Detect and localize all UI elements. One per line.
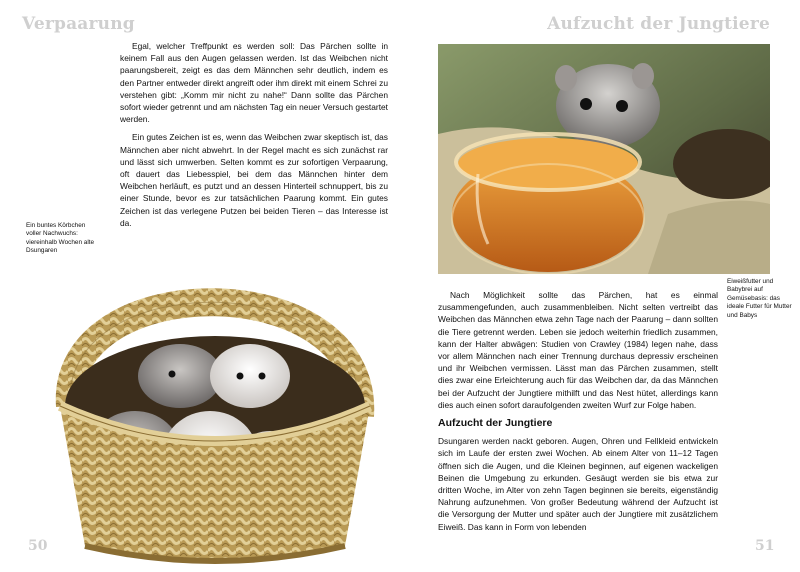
left-paragraph-1: Egal, welcher Treffpunkt es werden soll: Das Pärchen sollte in keinem Fall aus den Augen gelassen werden. Ist das Weibchen nicht paarungsbereit, zeigt es das dem Männchen sehr deutlich, indem es den Partner entweder direkt angreift oder ihm direkt mit einem Schrei zu verstehen gibt: „Komm mir nicht zu nahe!“ Dann sollte das Pärchen sofort wieder getrennt und am nächsten Tag ein neuer Versuch gestartet werden. xyxy=(120,41,389,125)
basket-photo-caption: Ein buntes Körbchen voller Nachwuchs: viereinhalb Wochen alte Dsungaren xyxy=(26,222,95,255)
left-body-text xyxy=(120,40,388,235)
hamster-basket-photo xyxy=(40,226,390,566)
left-paragraph-2: Ein gutes Zeichen ist es, wenn das Weibchen zwar skeptisch ist, das Männchen aber nicht abwehrt. In der Regel macht es sich zunächst rar und lässt sich umwerben. Selten kommt es zur sofortigen Verpaarung, oft dauert das Liebesspiel, bei dem das Männchen hinter dem Weibchen herläuft, es putzt und an dessen Hinterteil schnuppert, bis zu einer Stunde, bevor es zur tatsächlichen Paarung kommt. Ein gutes Zeichen ist das verlegene Putzen bei beiden Tieren – das Interesse ist da. xyxy=(120,132,388,228)
right-body-text xyxy=(438,289,718,539)
right-paragraph-2: Dsungaren werden nackt geboren. Augen, Ohren und Fellkleid entwickeln sich im Laufe der ersten zwei Wochen. Ab einem Alter von 11–12 Tagen öffnen sich die Augen, und die Kleinen beginnen, auf eigenen wackeligen Beinen die Umgebung zu erkunden. Gesäugt werden sie bis etwa zur dritten Woche, im Alter von zehn Tagen beginnen sie bereits, eigenständig Nahrung aufzunehmen. Von großer Bedeutung während der Aufzucht ist die Versorgung der Mutter und später auch der Jungtiere mit zusätzlichem Eiweiß. Das kann in Form von lebenden xyxy=(438,436,718,532)
section-subheading: Aufzucht der Jungtiere xyxy=(438,417,553,430)
right-running-head: Aufzucht der Jungtiere xyxy=(547,14,770,34)
feeding-photo-caption: Eiweißfutter und Babybrei auf Gemüsebasis: das ideale Futter für Mutter und Babys xyxy=(727,278,792,319)
right-page-number: 51 xyxy=(755,538,775,554)
left-page-number: 50 xyxy=(28,538,48,554)
hamster-feeding-photo xyxy=(438,44,770,274)
right-paragraph-1: Nach Möglichkeit sollte das Pärchen, hat es einmal zusammengefunden, auch zusammenbleiben. Nicht selten vertreibt das Weibchen das Männchen etwa zehn Tage nach der Paarung – dann sollten die Tiere getrennt werden. Leben sie jedoch weiterhin friedlich zusammen, kann der Halter abwägen: Studien von Crawley (1984) legen nahe, dass vor allem Männchen nach einer Trennung durchaus depressiv erscheinen und ihr Weibchen vermissen. Lässt man das Pärchen zusammen, stellt dies zwar eine Erleichterung auch für das Weibchen dar, da das Männchen bei der Aufzucht der Jungtiere mithilft und das Nest hütet, allerdings kann dies auch einen sofort daraufolgenden zweiten Wurf zur Folge haben. xyxy=(438,290,718,410)
left-running-head: Verpaarung xyxy=(22,14,135,34)
